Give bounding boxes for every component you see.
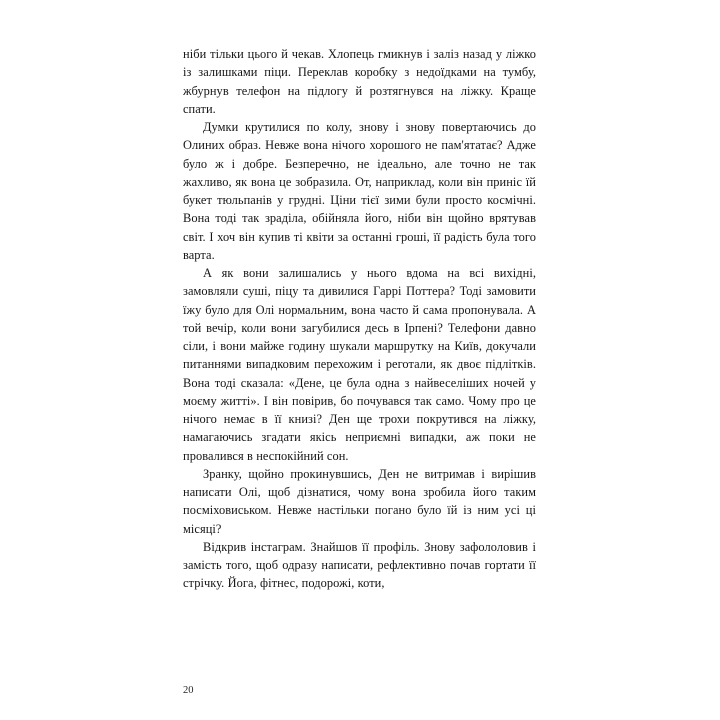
paragraph: Зранку, щойно прокинувшись, Ден не витримав і вирішив написати Олі, щоб дізнатися, чому вона зробила його таким посміховиськом. Невже настільки погано було їй із ним усі ці місяці? (183, 466, 536, 536)
paragraph: А як вони залишались у нього вдома на всі вихідні, замовляли суші, піцу та дивилися Гаррі Поттера? Тоді замовити їжу було для Олі нормальним, вона часто й сама пропонувала. А той вечір, коли вони загубилися десь в Ірпені? Телефони давно сіли, і вони майже годину шукали маршрутку на Київ, докучали питаннями випадковим перехожим і реготали, як двоє підлітків. Вона тоді сказала: «Дене, це була одна з найвеселіших ночей у моєму житті». І він повірив, бо почувався так само. Чому про це нічого немає в її книзі? Ден ще трохи покрутився на ліжку, намагаючись згадати якісь неприємні випадки, аж поки не провалився в неспокійний сон. (183, 266, 536, 463)
page-number: 20 (183, 685, 194, 696)
paragraph: ніби тільки цього й чекав. Хлопець гмикнув і заліз назад у ліжко із залишками піци. Переклав коробку з недоїдками на тумбу, жбурнув телефон на підлогу й розтягнувся на ліжку. Краще спати. (183, 47, 536, 116)
paragraph: Думки крутилися по колу, знову і знову повертаючись до Олиних образ. Невже вона нічого хорошого не пам'ятатає? Адже було ж і добре. Безперечно, не ідеально, але точно не так жахливо, як вона це зобразила. От, наприклад, коли він приніс їй букет тюльпанів у грудні. Ціни тієї зими були просто космічні. Вона тоді так зраділа, обійняла його, ніби він щойно врятував світ. І хоч він купив ті квіти за останні гроші, її радість була того варта. (183, 120, 536, 262)
body-text-column (183, 45, 536, 593)
paragraph: Відкрив інстаграм. Знайшов її профіль. Знову зафололовив і замість того, щоб одразу написати, рефлективно почав гортати її стрічку. Йога, фітнес, подорожі, коти, (183, 539, 536, 591)
